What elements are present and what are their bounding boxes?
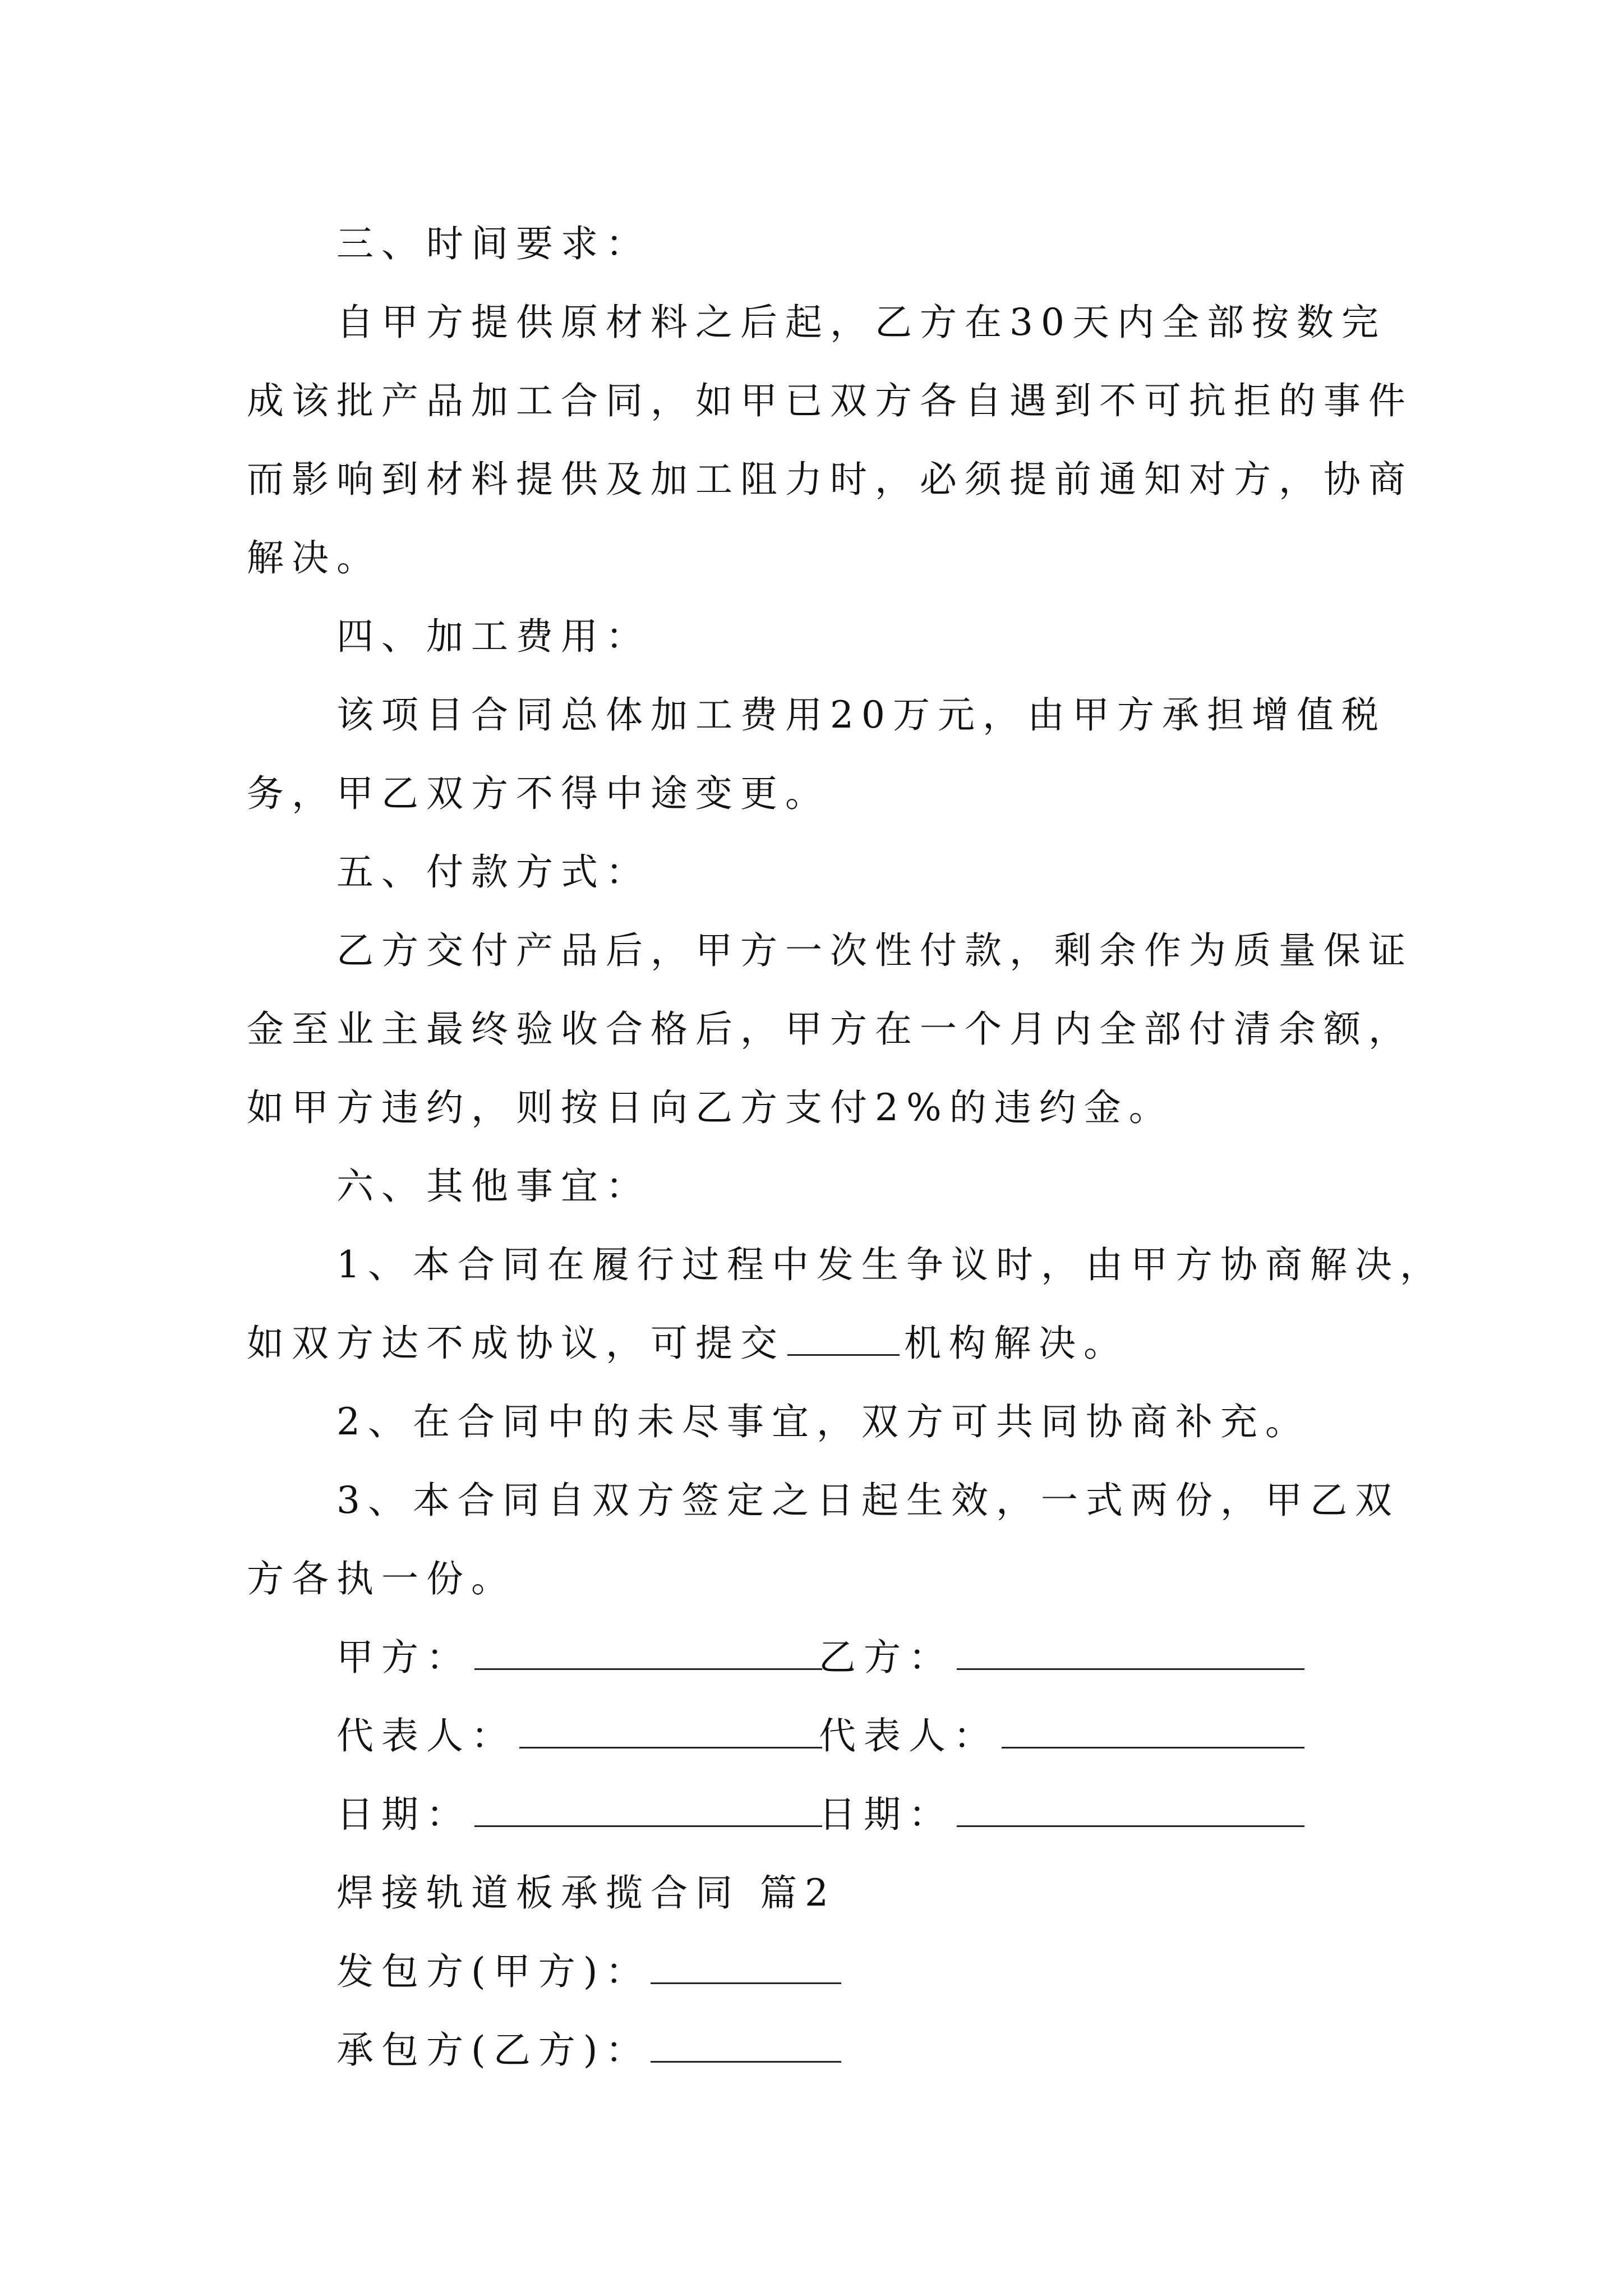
rep-b-blank[interactable] [1002,1712,1304,1749]
party-a-blank[interactable] [474,1634,822,1670]
paragraph-line: 3、本合同自双方签定之日起生效，一式两份，甲乙双 [336,1479,1400,1522]
rep-a-label: 代表人： [336,1714,516,1757]
contract-title: 焊接轨道板承揽合同 篇2 [336,1871,836,1915]
rep-b-label: 代表人： [819,1714,998,1757]
employer-label: 发包方(甲方)： [336,1950,651,1993]
rep-a-signature [336,1708,822,1764]
party-a-label: 甲方： [336,1636,471,1679]
date-b-signature [819,1787,1304,1843]
section-heading-other-matters: 六、其他事宜： [336,1165,651,1208]
contractor-label: 承包方(乙方)： [336,2028,651,2072]
paragraph-line: 方各执一份。 [247,1557,516,1600]
paragraph-line: 如甲方违约，则按日向乙方支付2%的违约金。 [247,1086,1174,1129]
date-a-signature [336,1787,822,1843]
date-b-blank[interactable] [957,1791,1304,1827]
paragraph-line: 务，甲乙双方不得中途变更。 [247,772,830,815]
contractor-blank[interactable] [651,2027,841,2063]
paragraph-line: 1、本合同在履行过程中发生争议时，由甲方协商解决， [336,1243,1445,1286]
signature-row-representative [336,1708,1380,1764]
paragraph-line: 而影响到材料提供及加工阻力时，必须提前通知对方，协商 [247,458,1413,501]
party-b-signature [819,1630,1304,1686]
employer-blank[interactable] [651,1949,841,1984]
contractor-line [336,2022,1380,2078]
paragraph-line-with-blank [247,1315,1380,1372]
rep-a-blank[interactable] [519,1712,822,1749]
signature-row-date [336,1787,1380,1843]
rep-b-signature [819,1708,1304,1764]
party-b-label: 乙方： [819,1636,953,1679]
section-heading-payment-method: 五、付款方式： [336,850,651,894]
paragraph-line: 该项目合同总体加工费用20万元，由甲方承担增值税 [336,693,1386,737]
paragraph-line: 成该批产品加工合同，如甲已双方各自遇到不可抗拒的事件 [247,379,1413,422]
party-a-signature [336,1630,822,1686]
signature-row-party [336,1630,1380,1686]
paragraph-line: 解决。 [247,536,381,579]
paragraph-line: 自甲方提供原材料之后起，乙方在30天内全部按数完 [336,301,1386,344]
section-heading-time-requirements: 三、时间要求： [336,222,651,265]
paragraph-text: 如双方达不成协议，可提交 [247,1322,785,1365]
date-b-label: 日期： [819,1793,953,1836]
arbitration-body-blank[interactable] [787,1319,900,1356]
employer-line [336,1944,1380,2000]
paragraph-line: 乙方交付产品后，甲方一次性付款，剩余作为质量保证 [336,929,1413,972]
date-a-label: 日期： [336,1793,471,1836]
date-a-blank[interactable] [474,1791,822,1827]
paragraph-line: 2、在合同中的未尽事宜，双方可共同协商补充。 [336,1400,1310,1443]
paragraph-line: 金至业主最终验收合格后，甲方在一个月内全部付清余额， [247,1007,1413,1051]
party-b-blank[interactable] [957,1634,1304,1670]
paragraph-text: 机构解决。 [904,1322,1128,1365]
section-heading-processing-fee: 四、加工费用： [336,615,651,658]
